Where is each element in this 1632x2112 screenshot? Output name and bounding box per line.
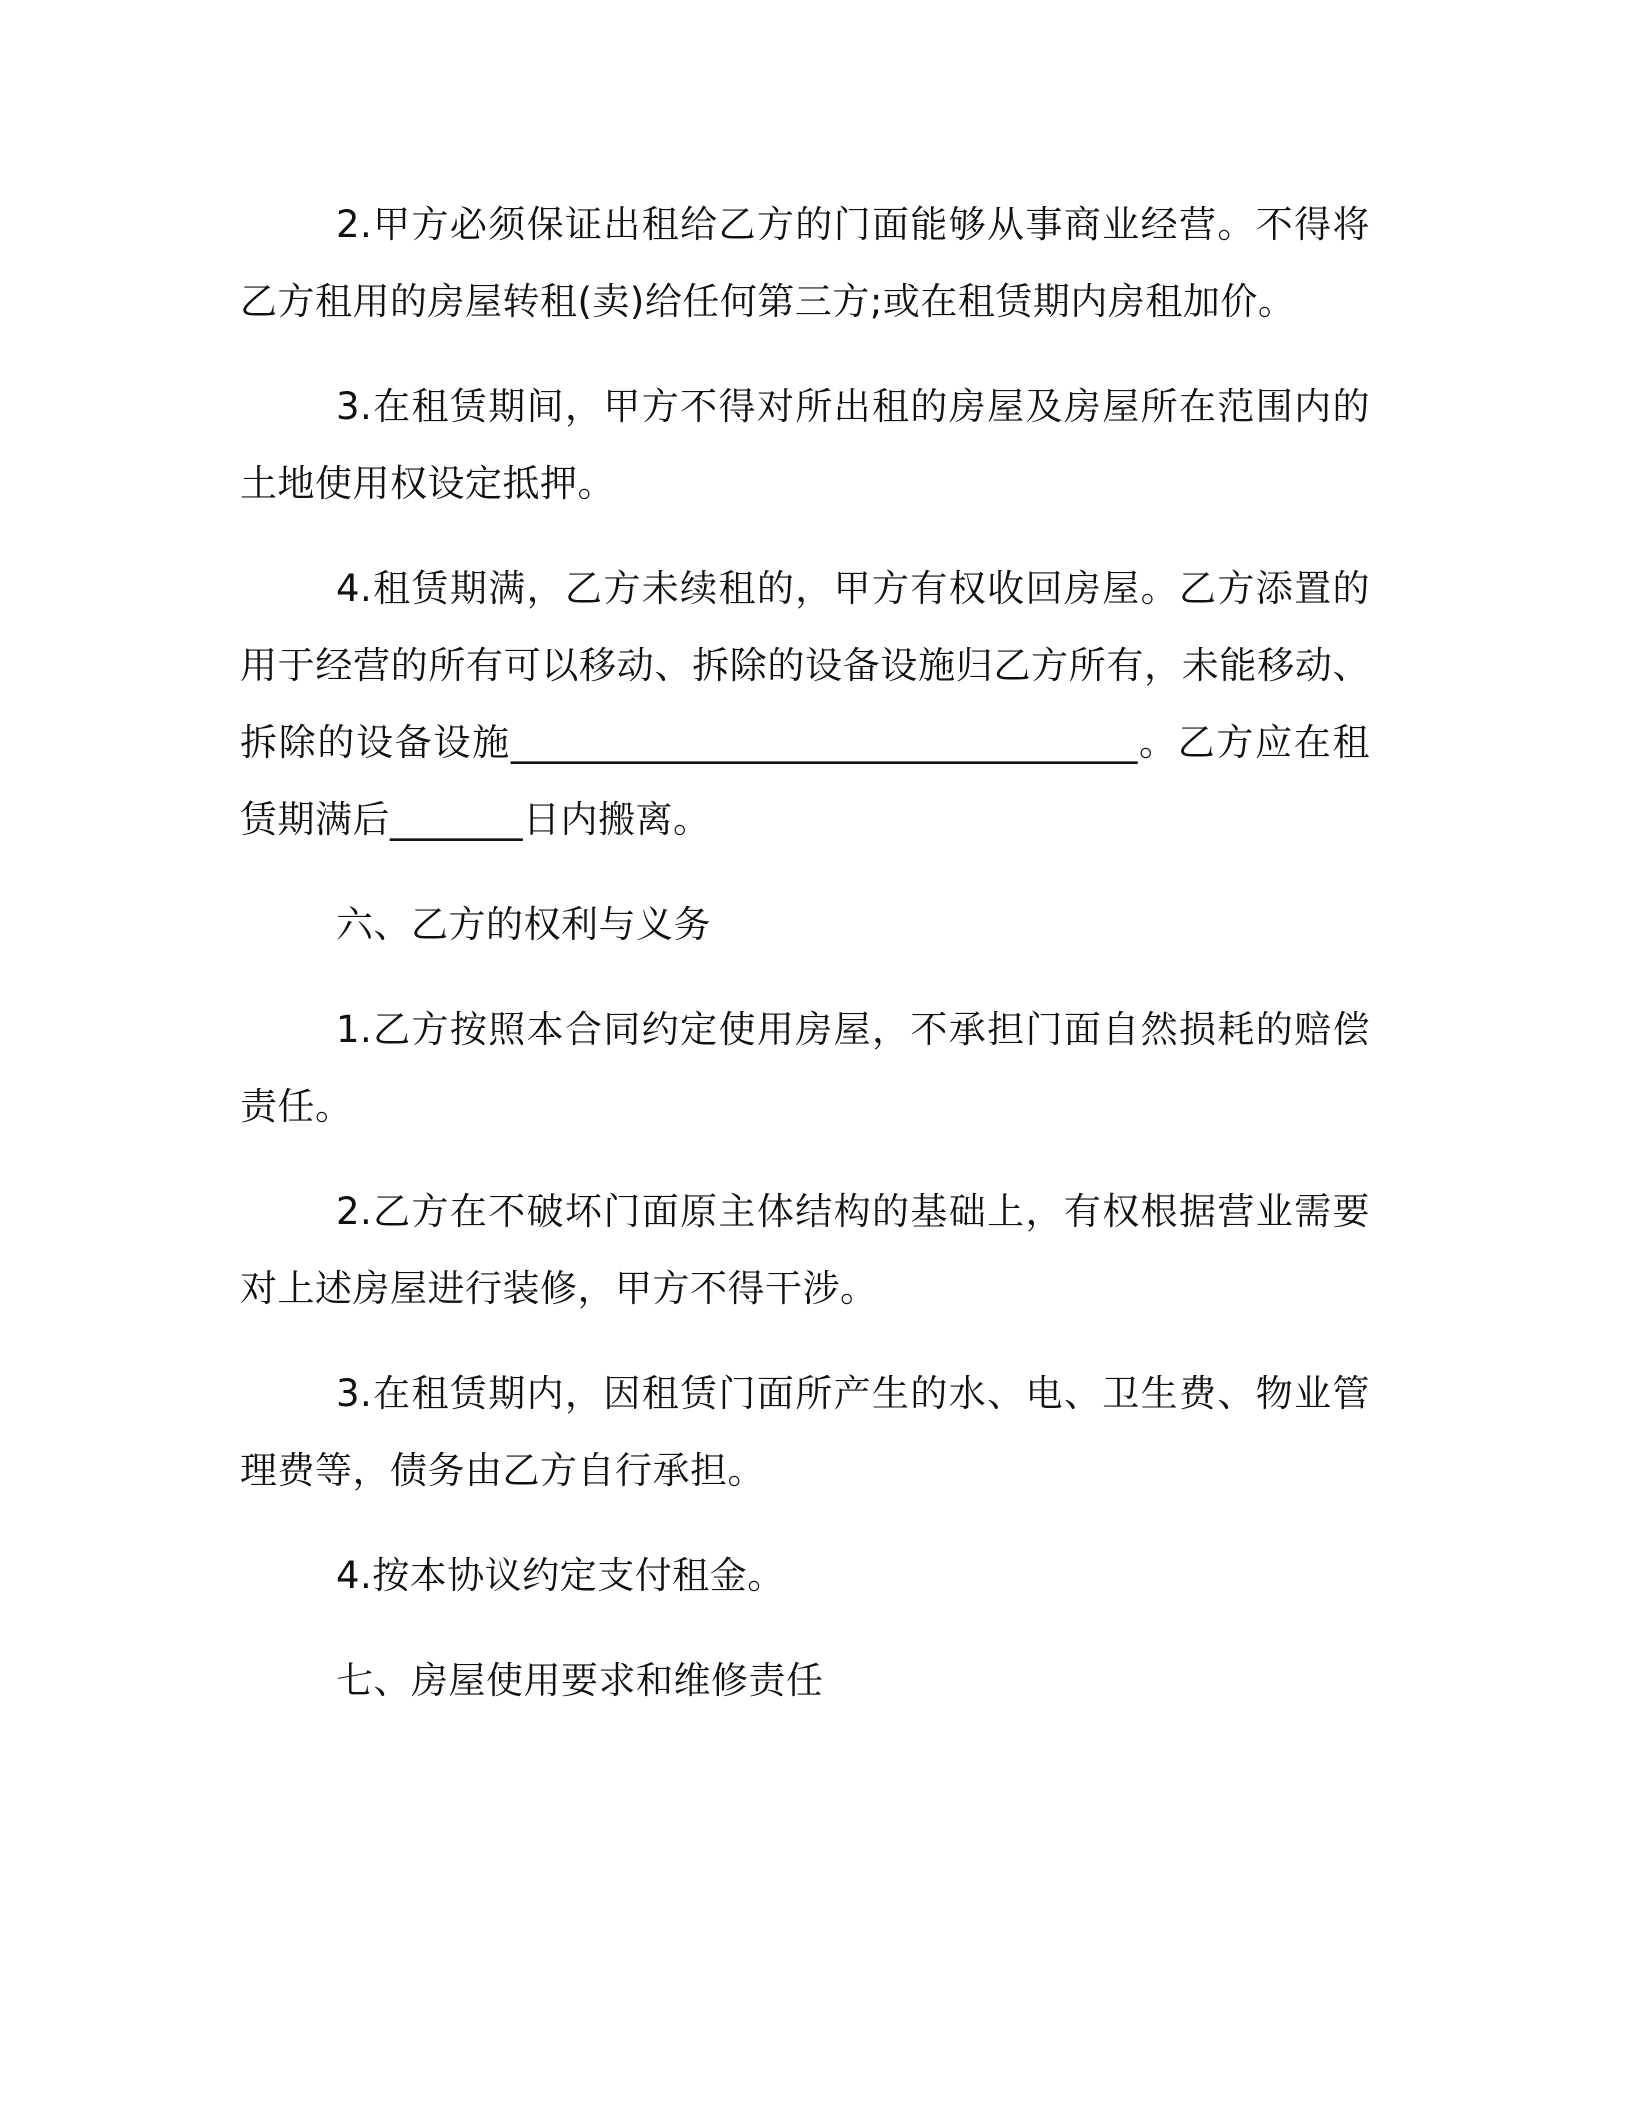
section-heading-7: 七、房屋使用要求和维修责任: [336, 1659, 824, 1702]
clause-6-1: 1.乙方按照本合同约定使用房屋，不承担门面自然损耗的赔偿责任。: [240, 1008, 1370, 1128]
clause-6-4: 4.按本协议约定支付租金。: [336, 1554, 785, 1597]
document-body: [240, 186, 1370, 1747]
clause-5-2: 2.甲方必须保证出租给乙方的门面能够从事商业经营。不得将乙方租用的房屋转租(卖)给任何第三方;或在租赁期内房租加价。: [240, 203, 1370, 323]
clause-5-3: 3.在租赁期间，甲方不得对所出租的房屋及房屋所在范围内的土地使用权设定抵押。: [240, 385, 1370, 505]
clause-6-2: 2.乙方在不破坏门面原主体结构的基础上，有权根据营业需要对上述房屋进行装修，甲方不得干涉。: [240, 1190, 1370, 1310]
clause-5-4: 4.租赁期满，乙方未续租的，甲方有权收回房屋。乙方添置的用于经营的所有可以移动、拆除的设备设施归乙方所有，未能移动、拆除的设备设施_________________________________。乙方应在租赁期满后_______日内搬离。: [240, 567, 1370, 841]
section-heading-6: 六、乙方的权利与义务: [336, 903, 711, 946]
clause-6-3: 3.在租赁期内，因租赁门面所产生的水、电、卫生费、物业管理费等，债务由乙方自行承担。: [240, 1372, 1370, 1492]
